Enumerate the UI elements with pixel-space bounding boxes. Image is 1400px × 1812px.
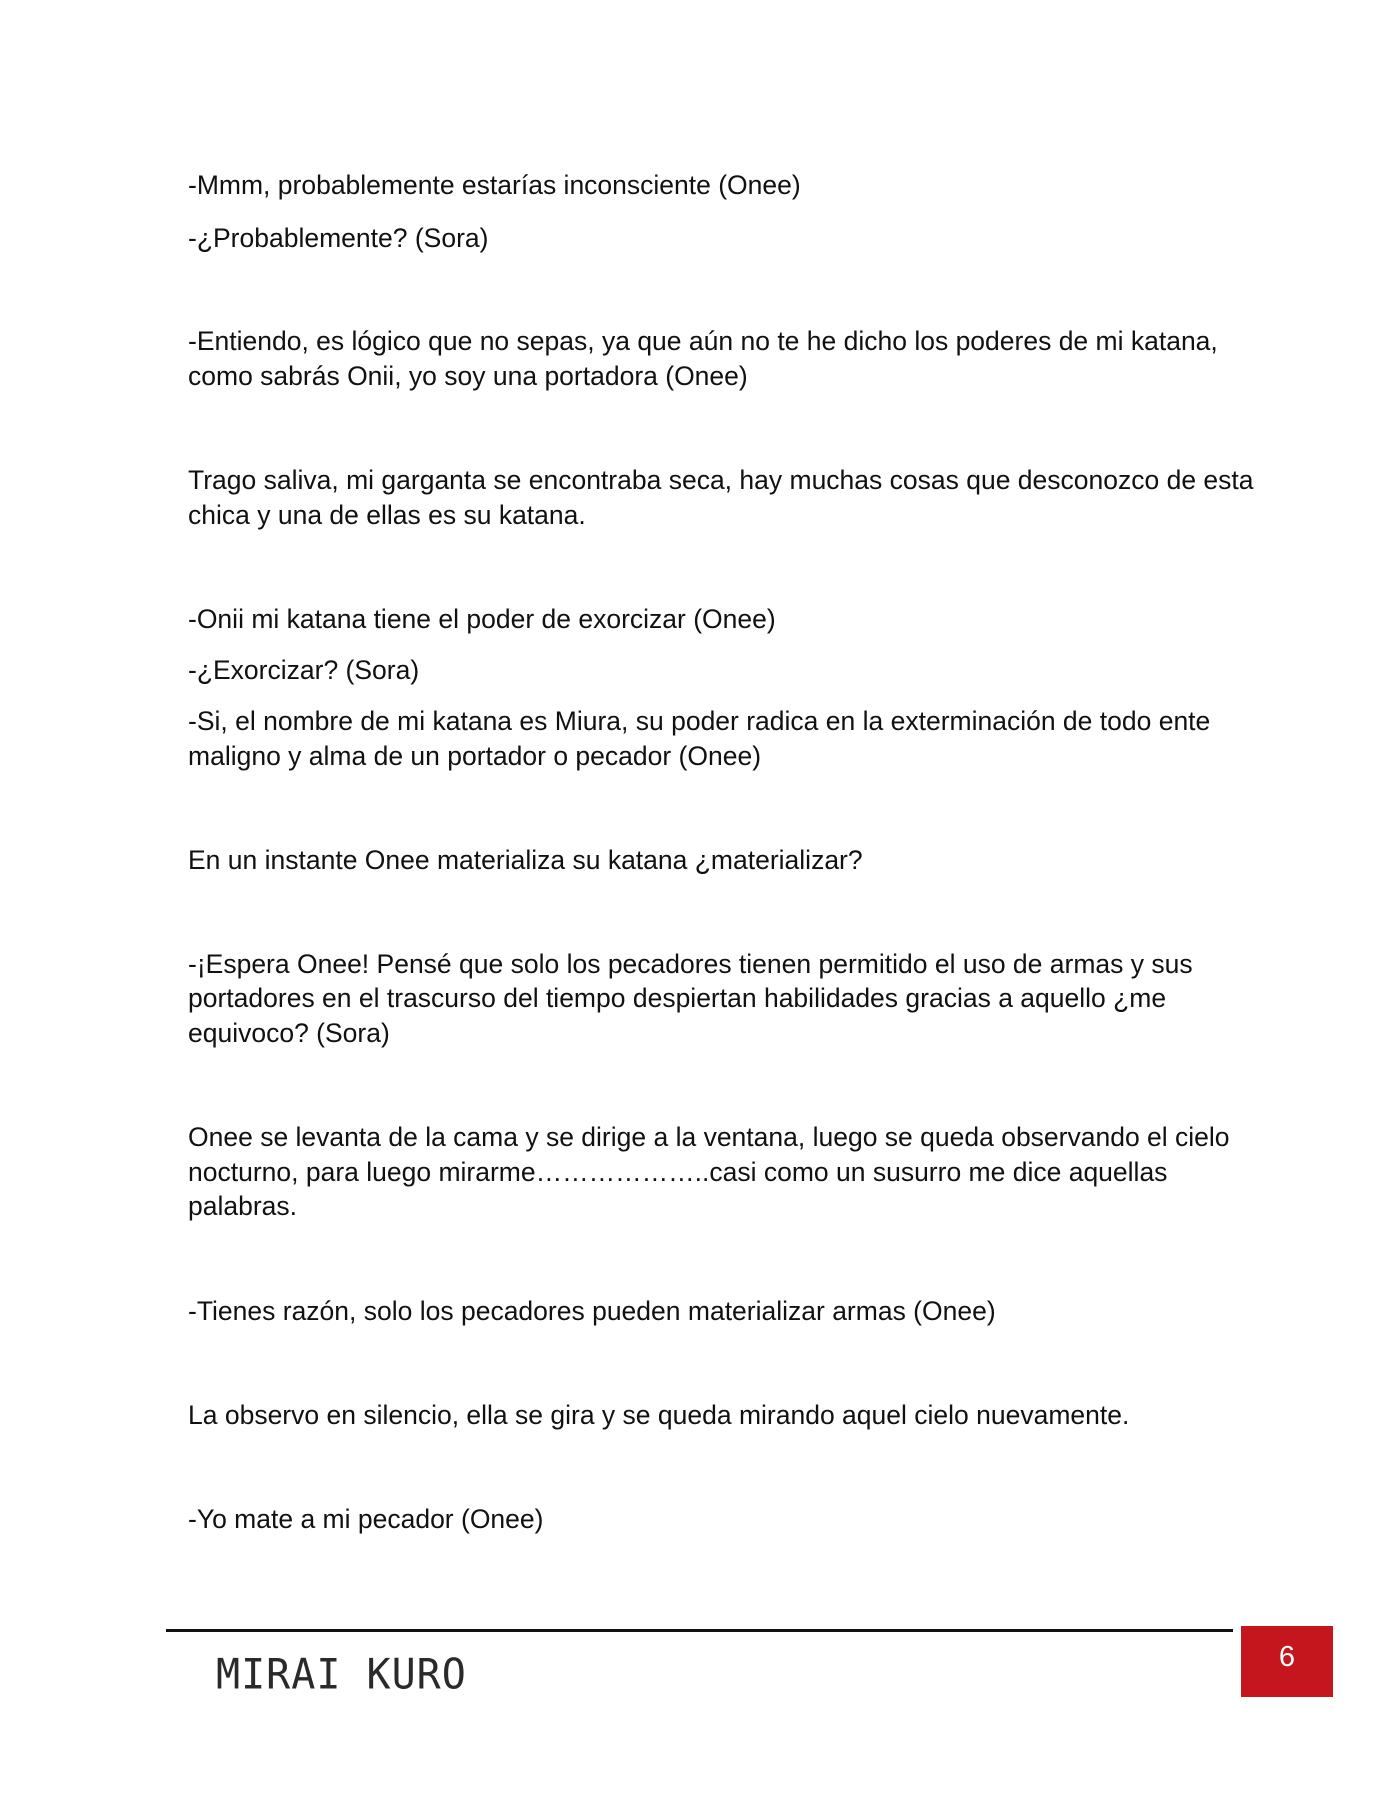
paragraph: Trago saliva, mi garganta se encontraba seca, hay muchas cosas que desconozco de esta chica y una de ellas es su katana. bbox=[188, 465, 1254, 530]
page-number: 6 bbox=[1241, 1626, 1333, 1697]
paragraph: -Si, el nombre de mi katana es Miura, su poder radica en la exterminación de todo ente maligno y alma de un portador o pecador (Onee) bbox=[188, 706, 1211, 771]
footer-divider bbox=[166, 1629, 1233, 1632]
paragraph: En un instante Onee materializa su katana ¿materializar? bbox=[188, 845, 863, 875]
paragraph: -¿Probablemente? (Sora) bbox=[188, 222, 489, 253]
paragraph: Onee se levanta de la cama y se dirige a la ventana, luego se queda observando el cielo nocturno, para luego mirarme………………..casi como un susurro me dice aquellas palabras. bbox=[188, 1122, 1230, 1221]
paragraph: -Yo mate a mi pecador (Onee) bbox=[188, 1503, 544, 1534]
paragraph: La observo en silencio, ella se gira y se queda mirando aquel cielo nuevamente. bbox=[188, 1400, 1130, 1430]
brand-logo: MIRAI KURO bbox=[216, 1650, 467, 1700]
paragraph: -¿Exorcizar? (Sora) bbox=[188, 654, 420, 685]
document-body bbox=[188, 168, 1273, 1536]
paragraph: -Entiendo, es lógico que no sepas, ya que aún no te he dicho los poderes de mi katana, como sabrás Onii, yo soy una portadora (Onee) bbox=[188, 326, 1218, 391]
paragraph: -Tienes razón, solo los pecadores pueden materializar armas (Onee) bbox=[188, 1295, 996, 1326]
paragraph: -Mmm, probablemente estarías inconsciente (Onee) bbox=[188, 170, 801, 200]
paragraph: -¡Espera Onee! Pensé que solo los pecadores tienen permitido el uso de armas y sus portadores en el trascurso del tiempo despiertan habilidades gracias a aquello ¿me equivoco? (Sora) bbox=[188, 948, 1193, 1048]
paragraph: -Onii mi katana tiene el poder de exorcizar (Onee) bbox=[188, 604, 776, 634]
